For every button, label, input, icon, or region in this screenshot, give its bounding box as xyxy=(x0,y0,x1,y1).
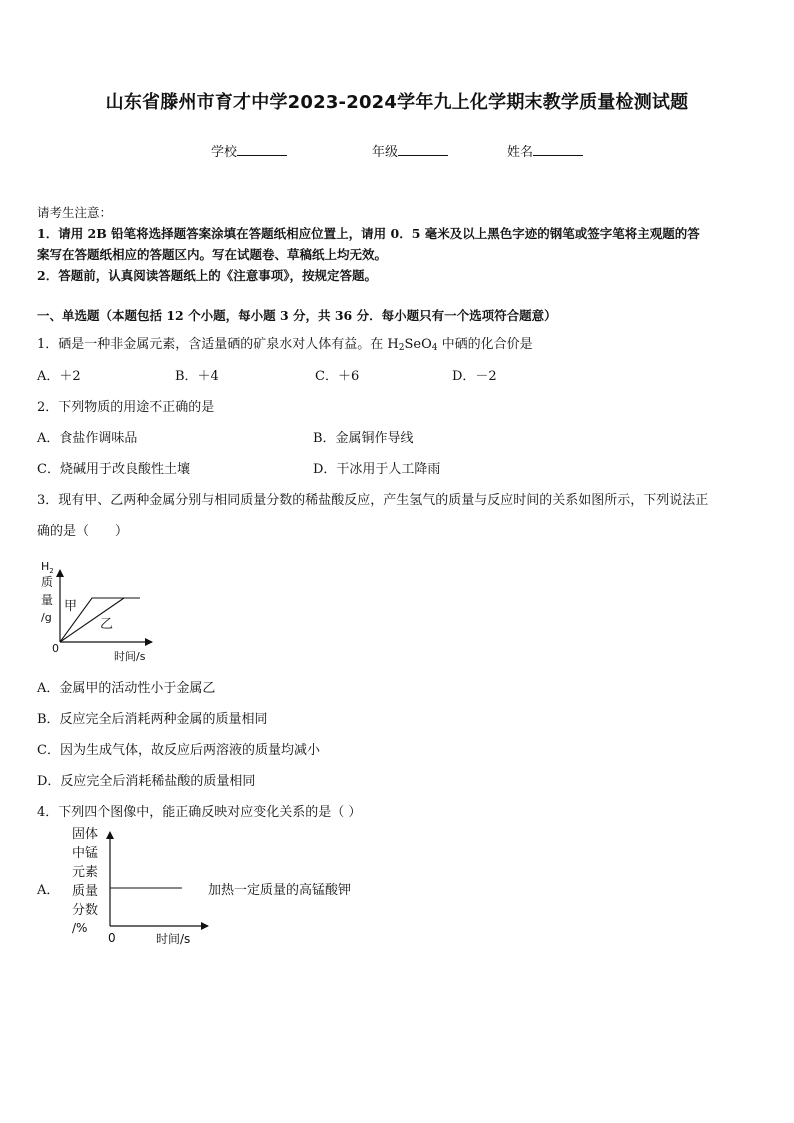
school-blank xyxy=(237,141,287,156)
q3-stem-line1: 3．现有甲、乙两种金属分别与相同质量分数的稀盐酸反应，产生氢气的质量与反应时间的关系如图所示，下列说法正 xyxy=(37,493,709,508)
q3-origin: 0 xyxy=(52,642,59,655)
q2-option-a: A．食盐作调味品 xyxy=(37,431,138,446)
q3-ylabel-h: $H_2$ xyxy=(41,560,54,575)
name-blank xyxy=(533,141,583,156)
q3-ylabel-4: /g xyxy=(41,611,52,624)
q3-label-jia: 甲 xyxy=(64,599,78,614)
q1-sub2: 4 xyxy=(431,343,438,353)
q1-stem-mid: SeO xyxy=(404,337,432,352)
q4-ylabel-4: 质量 xyxy=(72,884,99,899)
q4-ylabel-2: 中锰 xyxy=(72,846,99,861)
q4-stem: 4．下列四个图像中，能正确反映对应变化关系的是（ ） xyxy=(37,805,362,820)
grade-label: 年级 xyxy=(372,145,399,160)
q4-ylabel-6: /% xyxy=(72,921,88,935)
q4-xlabel: 时间/s xyxy=(156,932,191,946)
q3-ylabel-2: 质 xyxy=(41,575,54,589)
q1-stem-before: 1．硒是一种非金属元素，含适量硒的矿泉水对人体有益。在 H xyxy=(37,337,399,352)
q3-option-b: B．反应完全后消耗两种金属的质量相同 xyxy=(37,712,268,727)
q2-option-d: D．干冰用于人工降雨 xyxy=(313,462,441,477)
q1-option-c: C．＋6 xyxy=(315,369,360,384)
q1-option-d: D．－2 xyxy=(452,369,497,384)
q3-ylabel-3: 量 xyxy=(41,593,54,607)
school-label: 学校 xyxy=(211,145,238,160)
grade-blank xyxy=(398,141,448,156)
q2-option-c: C．烧碱用于改良酸性土壤 xyxy=(37,462,190,477)
q4-ylabel-1: 固体 xyxy=(72,827,99,842)
q1-stem-after: 中硒的化合价是 xyxy=(437,337,533,352)
notice-item1-line1: 1．请用 2B 铅笔将选择题答案涂填在答题纸相应位置上，请用 0．5 毫米及以上黑色字迹的钢笔或签字笔将主观题的答 xyxy=(37,226,700,241)
q3-label-yi: 乙 xyxy=(100,617,114,632)
page-title: 山东省滕州市育才中学2023-2024学年九上化学期末教学质量检测试题 xyxy=(105,92,689,113)
q4-ylabel-3: 元素 xyxy=(72,865,99,880)
q3-option-d: D．反应完全后消耗稀盐酸的质量相同 xyxy=(37,774,256,789)
q4-graph-a xyxy=(66,822,216,950)
q4-origin: 0 xyxy=(108,931,116,945)
q4-ylabel-5: 分数 xyxy=(72,903,99,918)
section-title: 一、单选题（本题包括 12 个小题，每小题 3 分，共 36 分．每小题只有一个选项符合题意） xyxy=(37,308,557,323)
q3-xlabel: 时间/s xyxy=(114,650,146,663)
q2-option-b: B．金属铜作导线 xyxy=(313,431,414,446)
q1-stem xyxy=(37,333,533,353)
q2-stem: 2．下列物质的用途不正确的是 xyxy=(37,400,215,415)
q3-option-c: C．因为生成气体，故反应后两溶液的质量均减小 xyxy=(37,743,320,758)
q3-stem-line2: 确的是（ ） xyxy=(37,524,129,539)
grade-field xyxy=(372,141,448,160)
q4-option-a-letter: A． xyxy=(37,883,60,898)
q4-option-a-desc: 加热一定质量的高锰酸钾 xyxy=(208,883,352,898)
name-label: 姓名 xyxy=(507,145,534,160)
notice-item1-line2: 案写在答题纸相应的答题区内。写在试题卷、草稿纸上均无效。 xyxy=(37,247,388,262)
notice-item2: 2．答题前，认真阅读答题纸上的《注意事项》，按规定答题。 xyxy=(37,268,377,283)
school-field xyxy=(211,141,287,160)
q1-sub1: 2 xyxy=(398,343,405,353)
q3-graph xyxy=(36,556,161,666)
q3-option-a: A．金属甲的活动性小于金属乙 xyxy=(37,681,216,696)
q1-option-b: B．＋4 xyxy=(175,369,219,384)
notice-heading: 请考生注意： xyxy=(37,205,113,220)
q1-option-a: A．＋2 xyxy=(37,369,81,384)
name-field xyxy=(507,141,583,160)
